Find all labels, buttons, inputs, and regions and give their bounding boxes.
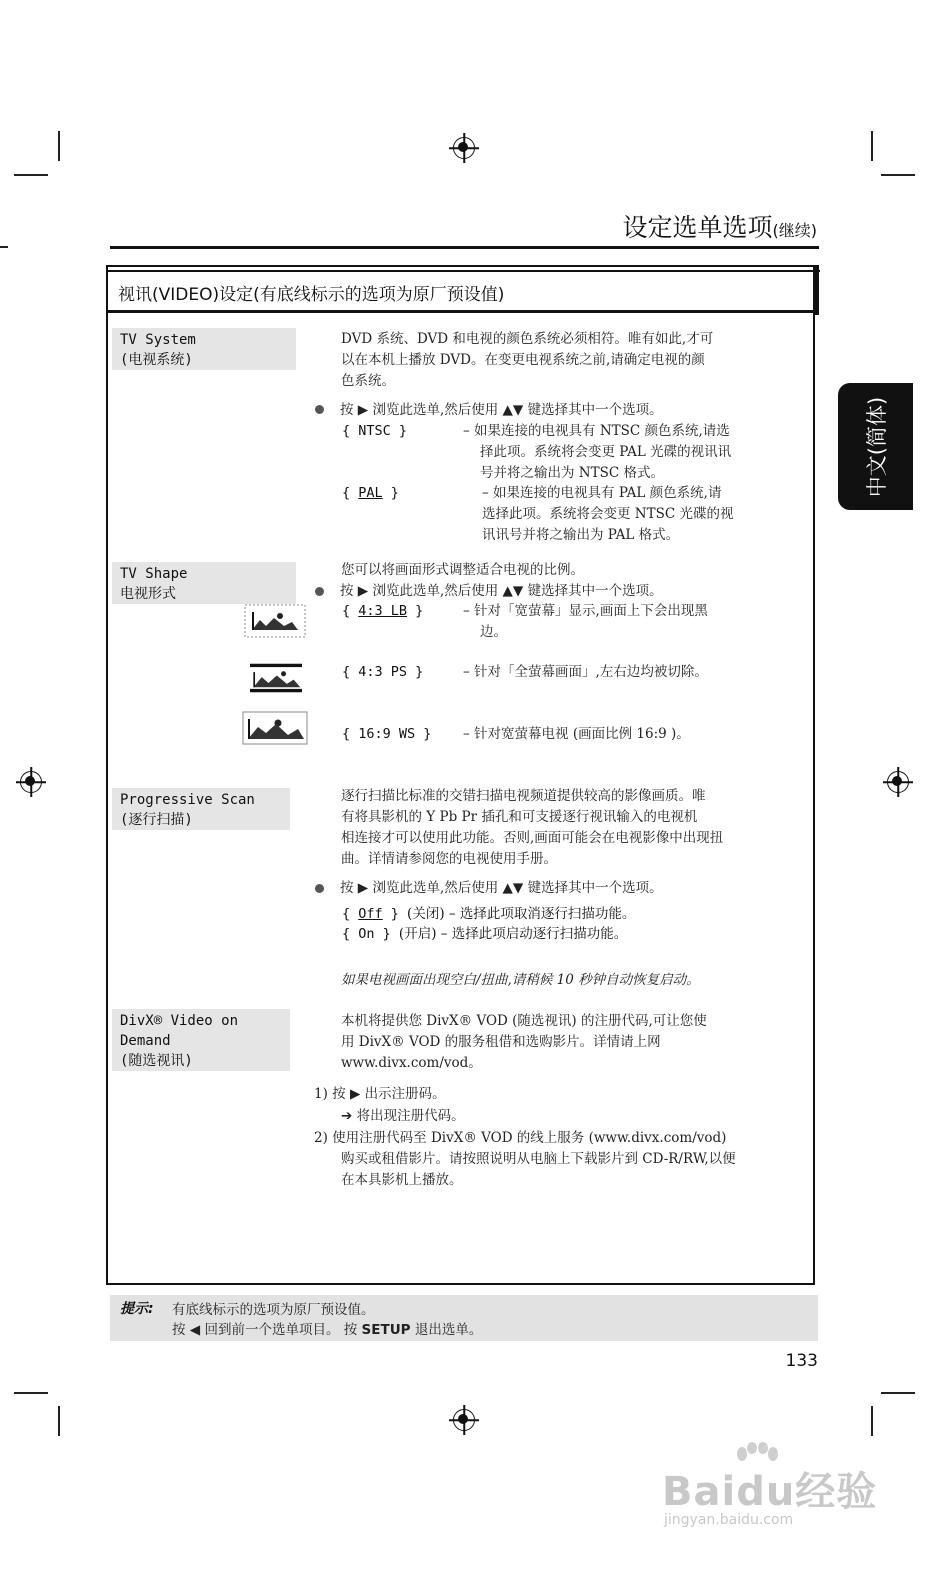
widescreen-thumbnail-icon <box>242 711 308 745</box>
crop-mark <box>0 246 8 248</box>
tv-shape-label: TV Shape 电视形式 <box>112 562 296 604</box>
crop-mark <box>881 174 915 176</box>
heading-rule <box>108 310 819 313</box>
registration-mark-icon <box>887 771 909 793</box>
tv-shape-instruction: 按 ▶ 浏览此选单,然后使用 ▲▼ 键选择其中一个选项。 <box>340 583 663 599</box>
section-heading: 视讯(VIDEO)设定(有底线标示的选项为原厂预设值) <box>118 285 505 305</box>
crop-mark <box>58 1406 60 1436</box>
crop-mark <box>881 1392 915 1394</box>
letterbox-thumbnail-icon <box>244 604 306 638</box>
crop-mark <box>871 131 873 161</box>
option-ntsc: { NTSC } <box>342 423 408 439</box>
tip-label: 提示: <box>120 1301 154 1317</box>
crop-mark <box>871 1406 873 1436</box>
tv-shape-intro: 您可以将画面形式调整适合电视的比例。 <box>341 562 584 578</box>
crop-mark <box>58 131 60 161</box>
option-ntsc-desc: – 如果连接的电视具有 NTSC 颜色系统,请选 择此项。系统将会变更 PAL 光碟的视讯讯 号并将之输出为 NTSC 格式。 <box>463 423 732 481</box>
pan-scan-thumbnail-icon <box>250 661 302 695</box>
bullet-icon <box>315 405 324 414</box>
tip-line-2: 按 ◀ 回到前一个选单项目。 按 SETUP 退出选单。 <box>172 1322 483 1338</box>
tv-system-instruction: 按 ▶ 浏览此选单,然后使用 ▲▼ 键选择其中一个选项。 <box>340 402 663 418</box>
title-rule <box>110 246 819 249</box>
language-side-tab: 中文(简体) <box>838 383 913 510</box>
page-title: 设定选单选项(继续) <box>622 213 817 242</box>
progressive-scan-label: Progressive Scan (逐行扫描) <box>112 788 290 830</box>
registration-mark-icon <box>20 771 42 793</box>
progressive-scan-intro: 逐行扫描比标准的交错扫描电视频道提供较高的影像画质。唯 有将具影机的 Y Pb Pr 插孔和可支援逐行视讯输入的电视机 相连接才可以使用此功能。否则,画面可能会在电视影像中出现扭 曲。详情请参阅您的电视使用手册。 <box>341 788 724 867</box>
progressive-scan-note: 如果电视画面出现空白/扭曲,请稍候 10 秒钟自动恢复启动。 <box>341 972 700 988</box>
divx-vod-label: DivX® Video on Demand (随选视讯) <box>112 1009 290 1071</box>
option-4-3-ps: { 4:3 PS } <box>342 664 424 680</box>
divx-step-1-result: ➔ 将出现注册代码。 <box>341 1108 465 1124</box>
option-16-9-ws-desc: – 针对宽萤幕电视 (画面比例 16:9 )。 <box>463 726 690 742</box>
option-on: { On } (开启) – 选择此项启动逐行扫描功能。 <box>342 926 628 942</box>
registration-mark-icon <box>453 137 475 159</box>
frame-right-shadow <box>815 265 819 315</box>
watermark-brand: Baidu经验 <box>662 1469 878 1515</box>
crop-mark <box>14 1392 48 1394</box>
divx-vod-intro: 本机将提供您 DivX® VOD (随选视讯) 的注册代码,可让您使 用 DivX® VOD 的服务租借和选购影片。详情请上网 www.divx.com/vod。 <box>341 1013 707 1071</box>
tip-line-1: 有底线标示的选项为原厂预设值。 <box>172 1302 375 1318</box>
divx-step-2: 2) 使用注册代码至 DivX® VOD 的线上服务 (www.divx.com/vod) 购买或租借影片。请按照说明从电脑上下载影片到 CD-R/RW,以便 在本具影机上播放。 <box>314 1130 736 1188</box>
crop-mark <box>14 174 48 176</box>
registration-mark-icon <box>453 1409 475 1431</box>
page-title-suffix: (继续) <box>772 221 817 240</box>
frame-double-rule <box>106 270 820 272</box>
page-number: 133 <box>785 1351 818 1371</box>
option-pal-desc: – 如果连接的电视具有 PAL 颜色系统,请 选择此项。系统将会变更 NTSC 光碟的视 讯讯号并将之输出为 PAL 格式。 <box>482 485 734 543</box>
watermark-url: jingyan.baidu.com <box>664 1512 794 1528</box>
option-off: { Off } (关闭) – 选择此项取消逐行扫描功能。 <box>342 906 636 922</box>
divx-step-1: 1) 按 ▶ 出示注册码。 <box>314 1086 446 1102</box>
bullet-icon <box>315 884 324 893</box>
tv-system-intro: DVD 系统、DVD 和电视的颜色系统必须相符。唯有如此,才可 以在本机上播放 DVD。在变更电视系统之前,请确定电视的颜 色系统。 <box>341 331 714 389</box>
option-4-3-lb: { 4:3 LB } <box>342 603 424 619</box>
bullet-icon <box>315 587 324 596</box>
baidu-watermark <box>662 1440 878 1530</box>
progressive-scan-instruction: 按 ▶ 浏览此选单,然后使用 ▲▼ 键选择其中一个选项。 <box>340 880 663 896</box>
option-pal: { PAL } <box>342 485 399 501</box>
option-4-3-lb-desc: – 针对「宽萤幕」显示,画面上下会出现黑 边。 <box>463 603 708 640</box>
option-4-3-ps-desc: – 针对「全萤幕画面」,左右边均被切除。 <box>463 664 708 680</box>
tv-system-label: TV System (电视系统) <box>112 328 296 370</box>
option-16-9-ws: { 16:9 WS } <box>342 726 432 742</box>
